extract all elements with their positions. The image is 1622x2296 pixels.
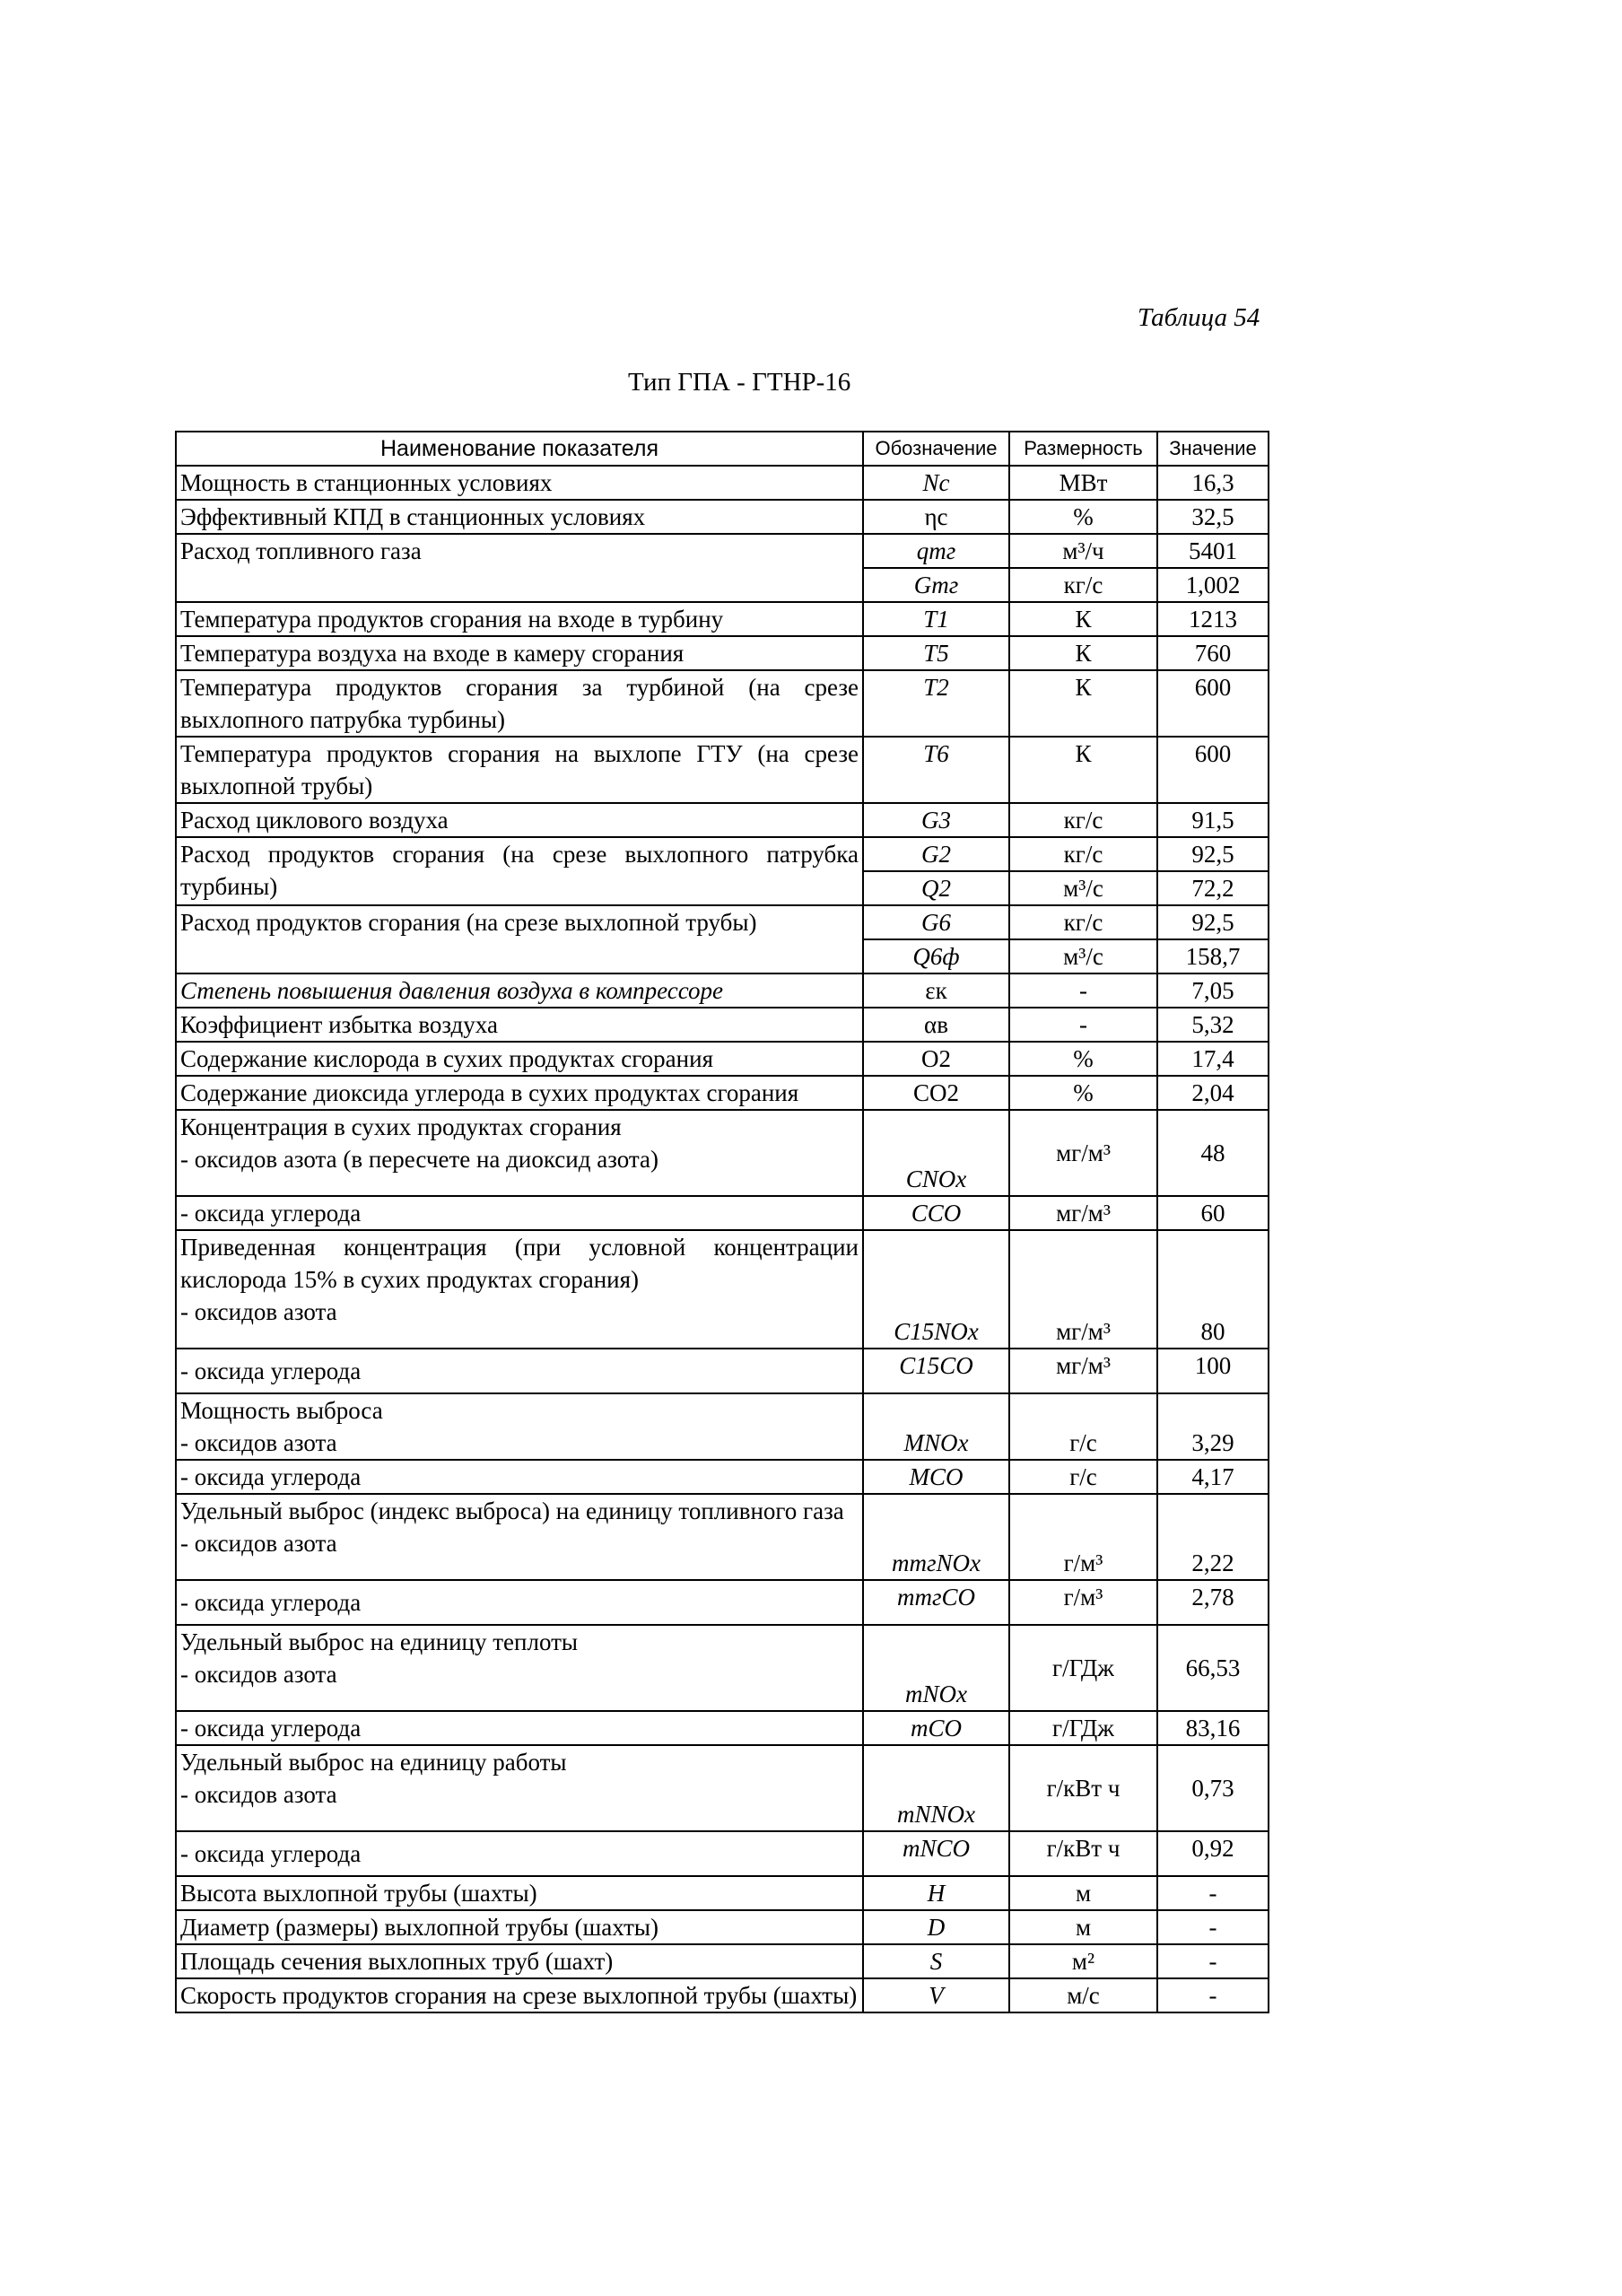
table-row (176, 1349, 1269, 1393)
table-row (176, 1076, 1269, 1110)
row-value: 91,5 (1157, 803, 1269, 837)
row-symbol: T1 (863, 602, 1009, 636)
header-value: Значение (1157, 432, 1269, 466)
row-value: 0,73 (1157, 1745, 1269, 1831)
row-name: Удельный выброс на единицу работы (180, 1749, 567, 1776)
row-unit: К (1009, 636, 1157, 670)
row-symbol: mNCO (863, 1831, 1009, 1876)
row-symbol: V (863, 1978, 1009, 2012)
row-value: 7,05 (1157, 973, 1269, 1008)
table-row (176, 803, 1269, 837)
row-symbol: Q6ф (863, 939, 1009, 973)
row-name-group (176, 1494, 863, 1580)
table-row (176, 534, 1269, 568)
table-row (176, 1008, 1269, 1042)
row-unit: мг/м³ (1009, 1349, 1157, 1393)
row-symbol: T6 (863, 737, 1009, 803)
row-name: Температура продуктов сгорания на входе в турбину (176, 602, 863, 636)
row-subname: - оксидов азота (180, 1781, 337, 1808)
table-row (176, 837, 1269, 871)
row-symbol: αв (863, 1008, 1009, 1042)
table-row (176, 1460, 1269, 1494)
row-value: - (1157, 1910, 1269, 1944)
row-unit: мг/м³ (1009, 1110, 1157, 1196)
row-name: Удельный выброс на единицу теплоты (180, 1628, 579, 1655)
row-unit: мг/м³ (1009, 1196, 1157, 1230)
table-row (176, 1831, 1269, 1876)
row-name: Приведенная концентрация (при условной концентрации кислорода 15% в сухих продуктах сгорания) (180, 1234, 859, 1293)
row-name: - оксида углерода (176, 1196, 863, 1230)
row-unit: г/с (1009, 1393, 1157, 1460)
row-name: Температура продуктов сгорания на выхлопе ГТУ (на срезе выхлопной трубы) (176, 737, 863, 803)
row-symbol: G6 (863, 905, 1009, 939)
row-value: - (1157, 1944, 1269, 1978)
row-name: Расход топливного газа (176, 534, 863, 602)
data-table (175, 431, 1269, 2013)
row-symbol: MCO (863, 1460, 1009, 1494)
row-value: 60 (1157, 1196, 1269, 1230)
row-unit: мг/м³ (1009, 1230, 1157, 1349)
row-unit: кг/с (1009, 905, 1157, 939)
row-unit: - (1009, 1008, 1157, 1042)
row-name-group (176, 1625, 863, 1711)
row-symbol: O2 (863, 1042, 1009, 1076)
row-value: 0,92 (1157, 1831, 1269, 1876)
row-value: 32,5 (1157, 500, 1269, 534)
table-row (176, 1042, 1269, 1076)
row-name-group (176, 1393, 863, 1460)
table-row (176, 1393, 1269, 1460)
row-name: - оксида углерода (176, 1460, 863, 1494)
row-symbol: qтг (863, 534, 1009, 568)
row-unit: м/с (1009, 1978, 1157, 2012)
row-subname: - оксидов азота (180, 1429, 337, 1456)
row-symbol: Q2 (863, 871, 1009, 905)
row-name: Расход циклового воздуха (176, 803, 863, 837)
row-unit: % (1009, 1076, 1157, 1110)
row-value: 80 (1157, 1230, 1269, 1349)
row-name: Удельный выброс (индекс выброса) на единицу топливного газа (180, 1497, 844, 1524)
row-symbol: ηс (863, 500, 1009, 534)
table-row (176, 1580, 1269, 1625)
row-value: 48 (1157, 1110, 1269, 1196)
row-symbol: G3 (863, 803, 1009, 837)
table-row (176, 1625, 1269, 1711)
row-symbol: mNOx (863, 1625, 1009, 1711)
row-symbol: mNNOx (863, 1745, 1009, 1831)
row-symbol: CNOx (863, 1110, 1009, 1196)
row-unit: м³/с (1009, 939, 1157, 973)
row-symbol: MNOx (863, 1393, 1009, 1460)
row-symbol: mтгCO (863, 1580, 1009, 1625)
table-row (176, 466, 1269, 500)
row-value: 4,17 (1157, 1460, 1269, 1494)
row-symbol: G2 (863, 837, 1009, 871)
row-symbol: mтгNOx (863, 1494, 1009, 1580)
table-row (176, 1110, 1269, 1196)
row-name: Расход продуктов сгорания (на срезе выхлопной трубы) (176, 905, 863, 973)
table-subtitle: Тип ГПА - ГТНР-16 (628, 368, 851, 397)
row-value: 16,3 (1157, 466, 1269, 500)
row-unit: г/м³ (1009, 1494, 1157, 1580)
table-caption: Таблица 54 (1138, 303, 1260, 332)
row-value: 760 (1157, 636, 1269, 670)
row-name-group (176, 1110, 863, 1196)
row-unit: % (1009, 500, 1157, 534)
row-unit: МВт (1009, 466, 1157, 500)
table-row (176, 905, 1269, 939)
row-symbol: C15CO (863, 1349, 1009, 1393)
row-value: 5401 (1157, 534, 1269, 568)
row-symbol: εк (863, 973, 1009, 1008)
row-value: 92,5 (1157, 837, 1269, 871)
table-row (176, 1494, 1269, 1580)
row-name: Эффективный КПД в станционных условиях (176, 500, 863, 534)
row-name: Расход продуктов сгорания (на срезе выхлопного патрубка турбины) (176, 837, 863, 905)
row-name-group (176, 1745, 863, 1831)
row-name: Концентрация в сухих продуктах сгорания (180, 1113, 622, 1140)
row-unit: г/кВт ч (1009, 1831, 1157, 1876)
row-unit: г/с (1009, 1460, 1157, 1494)
row-symbol: T5 (863, 636, 1009, 670)
row-name: Площадь сечения выхлопных труб (шахт) (176, 1944, 863, 1978)
row-name: Мощность в станционных условиях (176, 466, 863, 500)
row-value: 2,04 (1157, 1076, 1269, 1110)
row-name: - оксида углерода (176, 1831, 863, 1876)
row-value: 600 (1157, 737, 1269, 803)
row-unit: г/м³ (1009, 1580, 1157, 1625)
row-unit: м (1009, 1876, 1157, 1910)
table-row (176, 636, 1269, 670)
row-unit: м² (1009, 1944, 1157, 1978)
row-name: Степень повышения давления воздуха в компрессоре (176, 973, 863, 1008)
row-unit: г/ГДж (1009, 1711, 1157, 1745)
row-value: 600 (1157, 670, 1269, 737)
row-unit: % (1009, 1042, 1157, 1076)
row-symbol: CCO (863, 1196, 1009, 1230)
row-unit: м³/ч (1009, 534, 1157, 568)
row-value: 2,22 (1157, 1494, 1269, 1580)
row-symbol: H (863, 1876, 1009, 1910)
row-name: Скорость продуктов сгорания на срезе выхлопной трубы (шахты) (176, 1978, 863, 2012)
row-unit: м³/с (1009, 871, 1157, 905)
row-unit: К (1009, 670, 1157, 737)
row-symbol: T2 (863, 670, 1009, 737)
row-unit: г/ГДж (1009, 1625, 1157, 1711)
row-name: - оксида углерода (176, 1711, 863, 1745)
row-unit: кг/с (1009, 837, 1157, 871)
row-value: 1,002 (1157, 568, 1269, 602)
row-unit: К (1009, 737, 1157, 803)
header-name: Наименование показателя (176, 432, 863, 466)
table-row (176, 1910, 1269, 1944)
table-row (176, 1745, 1269, 1831)
table-row (176, 737, 1269, 803)
row-name: Содержание кислорода в сухих продуктах сгорания (176, 1042, 863, 1076)
row-symbol: mCO (863, 1711, 1009, 1745)
row-unit: г/кВт ч (1009, 1745, 1157, 1831)
row-symbol: CO2 (863, 1076, 1009, 1110)
row-subname: - оксидов азота (180, 1661, 337, 1688)
header-symbol: Обозначение (863, 432, 1009, 466)
table-row (176, 973, 1269, 1008)
table-row (176, 1196, 1269, 1230)
row-symbol: D (863, 1910, 1009, 1944)
row-subname: - оксидов азота (180, 1298, 337, 1325)
row-value: 83,16 (1157, 1711, 1269, 1745)
row-value: 17,4 (1157, 1042, 1269, 1076)
row-value: 66,53 (1157, 1625, 1269, 1711)
row-value: 92,5 (1157, 905, 1269, 939)
row-unit: К (1009, 602, 1157, 636)
header-unit: Размерность (1009, 432, 1157, 466)
table-header-row (176, 432, 1269, 466)
row-symbol: Gтг (863, 568, 1009, 602)
row-subname: - оксидов азота (в пересчете на диоксид азота) (180, 1146, 658, 1173)
row-name-group (176, 1230, 863, 1349)
row-value: - (1157, 1978, 1269, 2012)
row-name: Температура продуктов сгорания за турбиной (на срезе выхлопного патрубка турбины) (176, 670, 863, 737)
table-row (176, 1230, 1269, 1349)
row-value: 5,32 (1157, 1008, 1269, 1042)
row-unit: кг/с (1009, 803, 1157, 837)
table-row (176, 1711, 1269, 1745)
row-name: - оксида углерода (176, 1580, 863, 1625)
row-name: Содержание диоксида углерода в сухих продуктах сгорания (176, 1076, 863, 1110)
row-name: Мощность выброса (180, 1397, 383, 1424)
row-name: Температура воздуха на входе в камеру сгорания (176, 636, 863, 670)
row-unit: - (1009, 973, 1157, 1008)
row-value: 72,2 (1157, 871, 1269, 905)
row-value: 3,29 (1157, 1393, 1269, 1460)
table-row (176, 500, 1269, 534)
row-value: 100 (1157, 1349, 1269, 1393)
row-name: Высота выхлопной трубы (шахты) (176, 1876, 863, 1910)
row-name: Диаметр (размеры) выхлопной трубы (шахты) (176, 1910, 863, 1944)
row-value: 1213 (1157, 602, 1269, 636)
table-row (176, 1876, 1269, 1910)
row-subname: - оксидов азота (180, 1530, 337, 1557)
row-symbol: Nс (863, 466, 1009, 500)
row-value: 158,7 (1157, 939, 1269, 973)
table-row (176, 670, 1269, 737)
row-symbol: C15NOx (863, 1230, 1009, 1349)
row-name: - оксида углерода (176, 1349, 863, 1393)
row-unit: м (1009, 1910, 1157, 1944)
table-row (176, 602, 1269, 636)
table-row (176, 1978, 1269, 2012)
table-row (176, 1944, 1269, 1978)
row-unit: кг/с (1009, 568, 1157, 602)
row-symbol: S (863, 1944, 1009, 1978)
row-name: Коэффициент избытка воздуха (176, 1008, 863, 1042)
row-value: - (1157, 1876, 1269, 1910)
row-value: 2,78 (1157, 1580, 1269, 1625)
